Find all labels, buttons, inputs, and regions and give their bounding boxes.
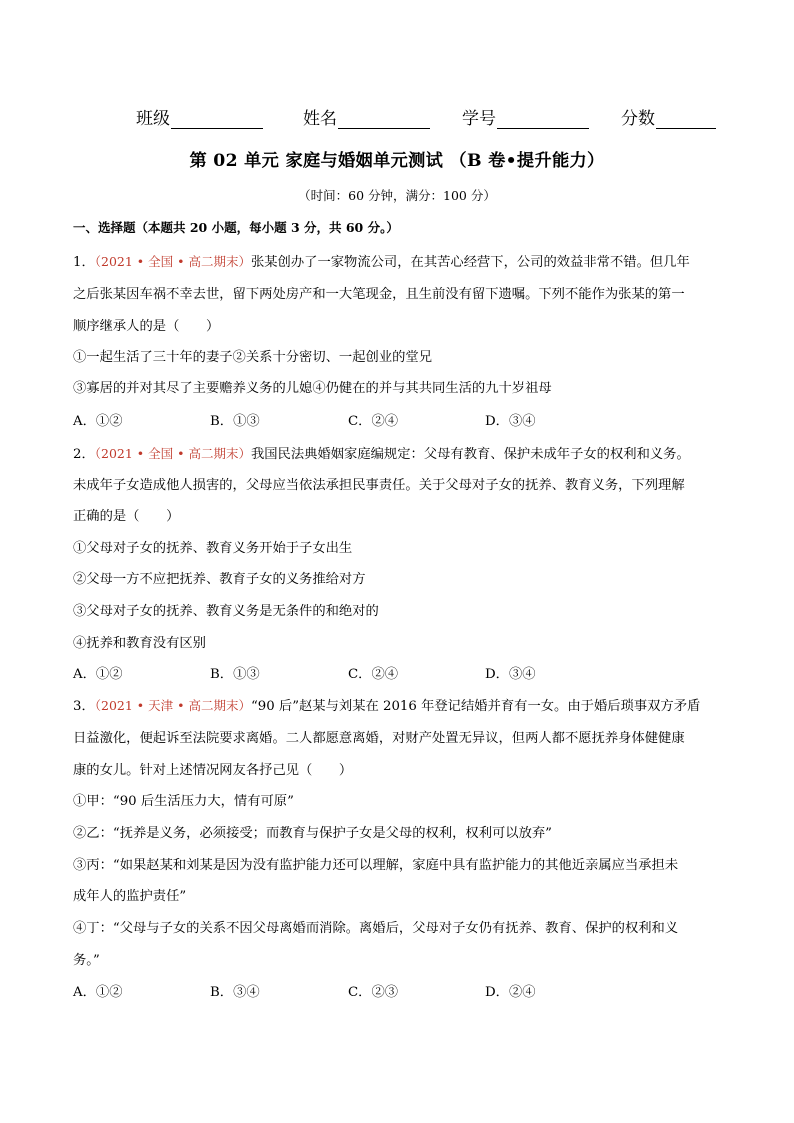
option-c[interactable]: C．②④ — [348, 414, 399, 429]
question-2-item: ③父母对子女的抚养、教育义务是无条件的和绝对的 — [73, 604, 379, 619]
section-heading: 一、选择题（本题共 20 小题，每小题 3 分，共 60 分。） — [73, 220, 399, 235]
option-c[interactable]: C．②④ — [348, 667, 399, 682]
question-3-item: ③丙：“如果赵某和刘某是因为没有监护能力还可以理解，家庭中具有监护能力的其他近亲属应当承担未 — [73, 858, 679, 873]
class-field — [136, 104, 263, 129]
question-2-options — [73, 663, 723, 683]
option-c[interactable]: C．②③ — [348, 985, 399, 1000]
exam-subtitle: （时间：60 分钟，满分：100 分） — [298, 188, 496, 203]
question-number: 2． — [73, 447, 95, 462]
question-1-options — [73, 410, 723, 430]
question-3-item: ④丁：“父母与子女的关系不因父母离婚而消除。离婚后，父母对子女仍有抚养、教育、保护的权利和义 — [73, 921, 679, 936]
score-blank — [656, 109, 716, 129]
question-source: （2021 • 全国 • 高二期末） — [94, 254, 251, 269]
question-1-item: ①一起生活了三十年的妻子②关系十分密切、一起创业的堂兄 — [73, 350, 433, 365]
question-1-line-2: 之后张某因车祸不幸去世，留下两处房产和一大笔现金，且生前没有留下遗嘱。下列不能作为张某的第一 — [73, 287, 685, 302]
question-2-item: ②父母一方不应把抚养、教育子女的义务推给对方 — [73, 572, 366, 587]
question-1-line-1 — [73, 251, 690, 270]
option-a[interactable]: A．①② — [73, 985, 123, 1000]
option-b[interactable]: B．①③ — [210, 414, 260, 429]
option-d[interactable]: D．②④ — [485, 985, 536, 1000]
question-2-line-3: 正确的是（ ） — [73, 509, 180, 524]
option-b[interactable]: B．①③ — [210, 667, 260, 682]
question-3-line-3: 康的女儿。针对上述情况网友各抒己见（ ） — [73, 763, 353, 778]
question-source: （2021 • 全国 • 高二期末） — [94, 446, 251, 461]
question-2-item: ①父母对子女的抚养、教育义务开始于子女出生 — [73, 541, 353, 556]
name-field — [303, 104, 430, 129]
student-info-fields — [136, 104, 736, 130]
question-3-item: 成年人的监护责任” — [73, 889, 187, 904]
class-label: 班级 — [136, 109, 170, 129]
question-stem: “90 后”赵某与刘某在 2016 年登记结婚并育有一女。由于婚后琐事双方矛盾 — [250, 699, 701, 714]
question-number: 1． — [73, 255, 95, 270]
question-3-item: ②乙：“抚养是义务，必须接受；而教育与保护子女是父母的权利，权利可以放弃” — [73, 826, 552, 841]
option-a[interactable]: A．①② — [73, 667, 123, 682]
question-2-line-2: 未成年子女造成他人损害的，父母应当依法承担民事责任。关于父母对子女的抚养、教育义务，下列理解 — [73, 478, 685, 493]
question-stem: 张某创办了一家物流公司，在其苦心经营下，公司的效益非常不错。但几年 — [250, 255, 690, 270]
option-d[interactable]: D．③④ — [485, 667, 536, 682]
name-label: 姓名 — [303, 109, 337, 129]
question-3-line-2: 日益激化，便起诉至法院要求离婚。二人都愿意离婚，对财产处置无异议，但两人都不愿抚养身体健健康 — [73, 731, 685, 746]
student-id-field — [462, 104, 589, 129]
option-a[interactable]: A．①② — [73, 414, 123, 429]
question-3-item: ①甲：“90 后生活压力大，情有可原” — [73, 794, 294, 809]
question-1-item: ③寡居的并对其尽了主要赡养义务的儿媳④仍健在的并与其共同生活的九十岁祖母 — [73, 381, 552, 396]
question-source: （2021 • 天津 • 高二期末） — [94, 698, 251, 713]
question-stem: 我国民法典婚姻家庭编规定：父母有教育、保护未成年子女的权利和义务。 — [250, 447, 690, 462]
question-3-options — [73, 981, 723, 1001]
question-2-item: ④抚养和教育没有区别 — [73, 636, 206, 651]
question-2-line-1 — [73, 443, 690, 462]
student-id-blank — [497, 109, 589, 129]
option-b[interactable]: B．③④ — [210, 985, 260, 1000]
student-id-label: 学号 — [462, 109, 496, 129]
question-3-item: 务。” — [73, 953, 100, 968]
name-blank — [338, 109, 430, 129]
question-number: 3． — [73, 699, 95, 714]
question-1-line-3: 顺序继承人的是（ ） — [73, 319, 220, 334]
exam-title: 第 02 单元 家庭与婚姻单元测试 （B 卷•提升能力） — [189, 151, 605, 171]
option-d[interactable]: D．③④ — [485, 414, 536, 429]
score-label: 分数 — [621, 109, 655, 129]
question-3-line-1 — [73, 695, 700, 714]
class-blank — [171, 109, 263, 129]
score-field — [621, 104, 716, 129]
